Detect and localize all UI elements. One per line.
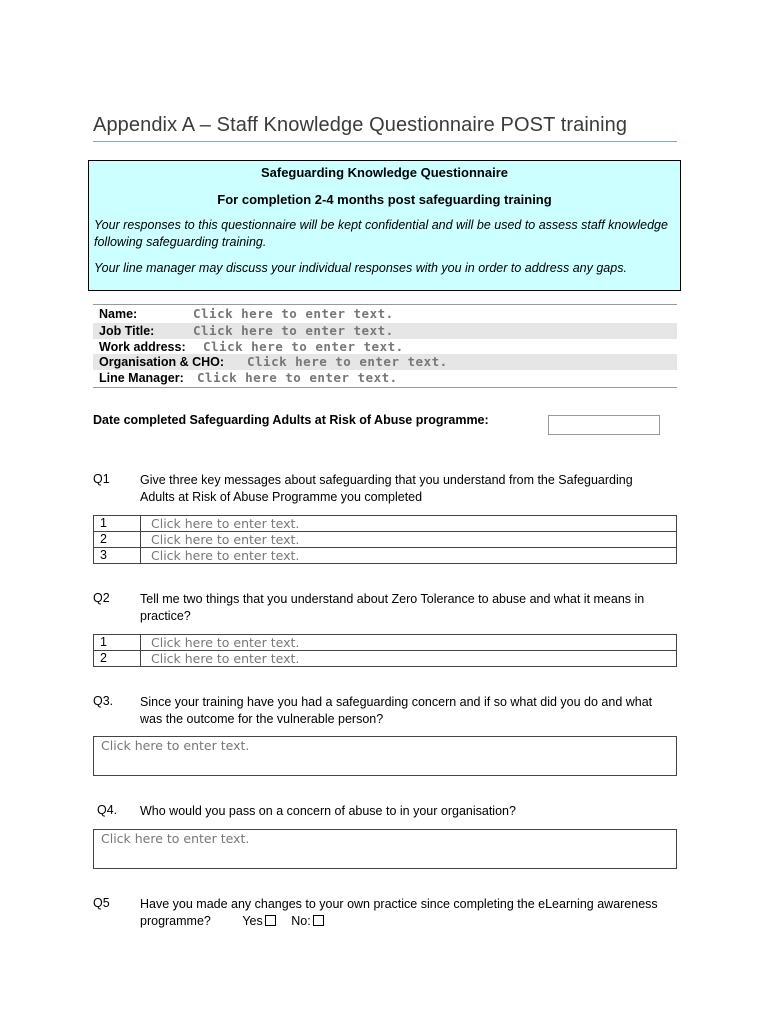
q5-question <box>140 896 665 930</box>
row-number: 1 <box>94 516 141 532</box>
detail-row-organisation <box>93 354 677 370</box>
q3-text: Since your training have you had a safeguarding concern and if so what did you do and what was the outcome for the vulnerable person? <box>140 695 653 726</box>
detail-label: Work address: <box>99 340 186 354</box>
table-row <box>94 651 677 667</box>
q1-answer-1[interactable]: Click here to enter text. <box>141 516 677 532</box>
q4-answer-input[interactable]: Click here to enter text. <box>93 829 677 869</box>
info-confidential-text: Your responses to this questionnaire will be kept confidential and will be used to assess staff knowledge following safeguarding training. <box>94 218 668 249</box>
info-subheading: For completion 2-4 months post safeguarding training <box>217 192 552 207</box>
page-title: Appendix A – Staff Knowledge Questionnaire POST training <box>93 114 628 136</box>
detail-label: Line Manager: <box>99 371 184 385</box>
row-number: 1 <box>94 635 141 651</box>
table-row <box>94 516 677 532</box>
q5-text: Have you made any changes to your own practice since completing the eLearning awareness programme? <box>140 897 658 928</box>
row-number: 2 <box>94 532 141 548</box>
info-box <box>88 160 681 291</box>
title-underline <box>93 141 677 142</box>
row-number: 3 <box>94 548 141 564</box>
q2-text: Tell me two things that you understand about Zero Tolerance to abuse and what it means in practice? <box>140 592 645 623</box>
date-completed-label: Date completed Safeguarding Adults at Risk of Abuse programme: <box>93 413 489 427</box>
work-address-input[interactable]: Click here to enter text. <box>203 339 404 354</box>
q1-answer-table <box>93 515 677 564</box>
line-manager-input[interactable]: Click here to enter text. <box>197 370 398 385</box>
q1-answer-3[interactable]: Click here to enter text. <box>141 548 677 564</box>
table-row <box>94 635 677 651</box>
q2-answer-1[interactable]: Click here to enter text. <box>141 635 677 651</box>
q5-number: Q5 <box>93 896 110 910</box>
q1-answer-2[interactable]: Click here to enter text. <box>141 532 677 548</box>
info-heading: Safeguarding Knowledge Questionnaire <box>260 165 509 180</box>
q4-number: Q4. <box>97 803 118 817</box>
no-label: No: <box>291 914 311 928</box>
detail-row-line-manager <box>93 370 677 386</box>
q2-answer-2[interactable]: Click here to enter text. <box>141 651 677 667</box>
q2-number: Q2 <box>93 591 110 605</box>
q2-answer-table <box>93 634 677 667</box>
q1-text: Give three key messages about safeguarding that you understand from the Safeguarding Adults at Risk of Abuse Programme you completed <box>140 473 633 504</box>
table-row <box>94 548 677 564</box>
detail-label: Organisation & CHO: <box>99 355 225 369</box>
row-number: 2 <box>94 651 141 667</box>
detail-row-name <box>93 306 677 322</box>
yes-label: Yes <box>242 914 263 928</box>
q4-text: Who would you pass on a concern of abuse to in your organisation? <box>140 804 516 818</box>
date-completed-input[interactable] <box>548 415 660 435</box>
staff-details <box>93 304 677 388</box>
detail-row-work-address <box>93 339 677 355</box>
job-title-input[interactable]: Click here to enter text. <box>193 323 394 338</box>
name-input[interactable]: Click here to enter text. <box>193 306 394 321</box>
detail-row-job-title <box>93 323 677 339</box>
organisation-input[interactable]: Click here to enter text. <box>247 354 448 369</box>
detail-label: Name: <box>99 307 138 321</box>
q3-answer-input[interactable]: Click here to enter text. <box>93 736 677 776</box>
detail-label: Job Title: <box>99 324 155 338</box>
no-checkbox[interactable] <box>313 915 324 926</box>
q3-number: Q3. <box>93 694 114 708</box>
info-manager-text: Your line manager may discuss your individual responses with you in order to address any gaps. <box>94 261 627 275</box>
yes-checkbox[interactable] <box>265 915 276 926</box>
q1-number: Q1 <box>93 472 110 486</box>
table-row <box>94 532 677 548</box>
